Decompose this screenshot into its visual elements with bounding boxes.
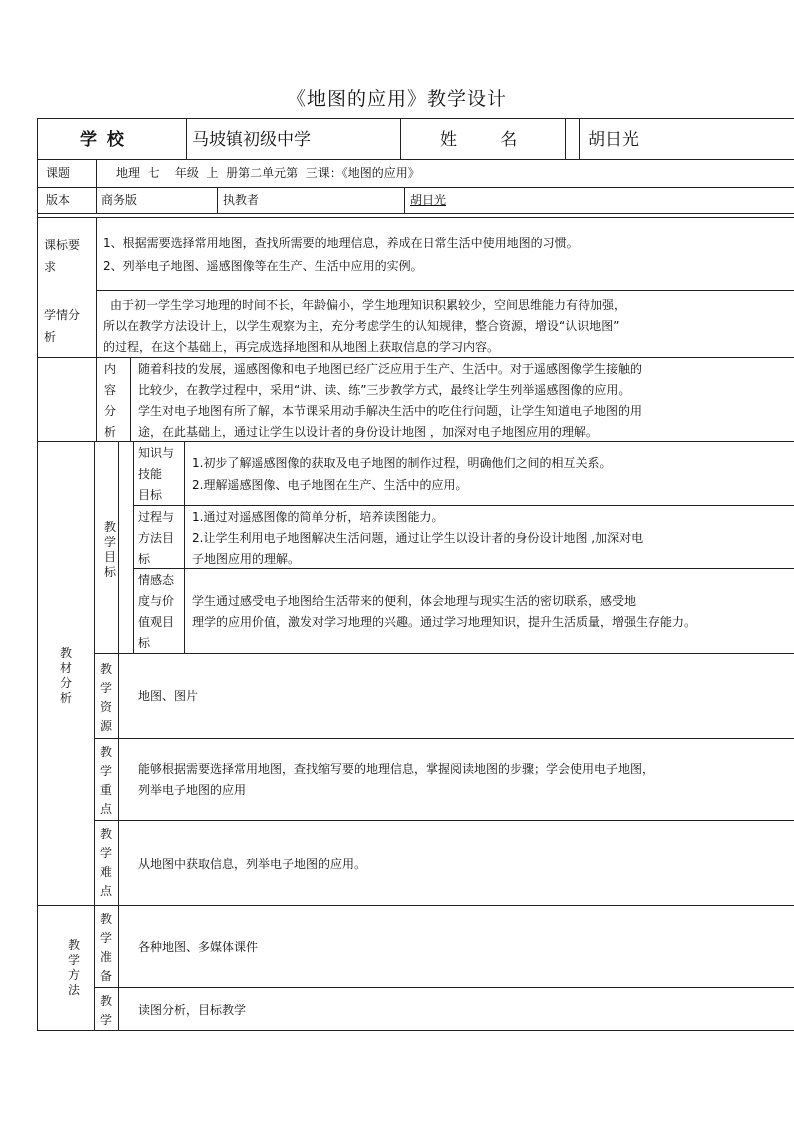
edition-label: 版本 [46, 193, 71, 207]
divider [94, 441, 95, 1030]
school-label: 学 校 [80, 130, 126, 150]
divider [133, 441, 134, 653]
key-line: 列举电子地图的应用 [138, 783, 247, 797]
divider [130, 357, 131, 441]
teacher-value: 胡日光 [410, 193, 447, 207]
divider [96, 217, 97, 441]
emotion-line: 理学的应用价值，激发对学习地理的兴趣。通过学习地理知识，提升生活质量，增强生存能力。 [192, 615, 697, 629]
table-border-left [37, 118, 38, 1030]
emotion-label: 情感态 [138, 573, 175, 587]
process-label: 过程与 [138, 510, 175, 524]
divider [37, 187, 794, 188]
prep-value: 各种地图、多媒体课件 [138, 940, 259, 954]
standards-label: 课标要 [44, 238, 81, 252]
difficulty-value: 从地图中获取信息，列举电子地图的应用。 [138, 857, 367, 871]
key-label: 教学重点 [99, 745, 112, 816]
divider [37, 159, 794, 160]
content-line: 比较少，在教学过程中，采用“讲、读、练”三步教学方式，最终让学生列举遥感图像的应用。 [138, 383, 631, 397]
emotion-label: 值观目 [138, 615, 175, 629]
content-label: 析 [104, 425, 117, 439]
standards-label-2: 求 [44, 260, 57, 274]
emotion-line: 学生通过感受电子地图给生活带来的便利，体会地理与现实生活的密切联系，感受地 [192, 594, 637, 608]
goals-label: 教学目标 [103, 520, 116, 579]
emotion-label: 度与价 [138, 594, 175, 608]
knowledge-line: 1.初步了解遥感图像的获取及电子地图的制作过程，明确他们之间的相互关系。 [192, 456, 612, 470]
divider [37, 905, 794, 906]
divider [184, 441, 185, 653]
divider [94, 653, 794, 654]
table-border-top [37, 118, 794, 119]
content-label: 容 [104, 383, 117, 397]
learner-line: 的过程，在这个基础上，再完成选择地图和从地图上获取信息的学习内容。 [103, 340, 500, 354]
topic-value: 地理 七 年级 上 册第二单元第 三课：《地图的应用》 [116, 166, 420, 180]
process-line: 1.通过对遥感图像的简单分析，培养读图能力。 [192, 510, 444, 524]
divider [96, 187, 97, 213]
school-value: 马坡镇初级中学 [192, 130, 311, 150]
divider [94, 820, 794, 821]
divider [96, 290, 794, 291]
divider [118, 441, 119, 1030]
process-label: 方法目 [138, 531, 175, 545]
divider [186, 118, 187, 159]
content-line: 随着科技的发展，遥感图像和电子地图已经广泛应用于生产、生活中。对于遥感图像学生接触的 [138, 362, 643, 376]
key-line: 能够根据需要选择常用地图，查找缩写要的地理信息，掌握阅读地图的步骤；学会使用电子地图， [138, 762, 655, 776]
resources-label: 教学资源 [99, 662, 112, 733]
divider [96, 159, 97, 187]
process-line: 2.让学生利用电子地图解决生活问题，通过让学生以设计者的身份设计地图 ,加深对电 [192, 531, 644, 545]
teach-label: 教学 [99, 994, 112, 1027]
difficulty-label: 教学难点 [99, 827, 112, 898]
edition-value: 商务版 [101, 193, 138, 207]
content-label: 内 [104, 362, 117, 376]
method-section-label: 教学方法 [67, 938, 80, 997]
knowledge-label: 知识与 [138, 446, 175, 460]
learner-label-2: 析 [44, 330, 57, 344]
divider [565, 118, 566, 159]
learner-line: 由于初一学生学习地理的时间不长，年龄偏小，学生地理知识积累较少，空间思维能力有待加强， [110, 298, 627, 312]
divider [404, 187, 405, 213]
process-line: 子地图应用的理解。 [192, 552, 301, 566]
content-line: 途，在此基础上，通过让学生以设计者的身份设计地图 ，加深对电子地图应用的理解。 [138, 425, 598, 439]
knowledge-line: 2.理解遥感图像、电子地图在生产、生活中的应用。 [192, 478, 468, 492]
process-label: 标 [138, 552, 151, 566]
name-value: 胡日光 [588, 130, 639, 150]
divider [37, 217, 794, 218]
learner-line: 所以在教学方法设计上，以学生观察为主，充分考虑学生的认知规律，整合资源，增设“认识地图” [103, 319, 620, 333]
standards-line: 1、根据需要选择常用地图，查找所需要的地理信息，养成在日常生活中使用地图的习惯。 [103, 236, 579, 250]
page-title: 《地图的应用》教学设计 [286, 88, 507, 110]
content-label: 分 [104, 404, 117, 418]
teacher-label: 执教者 [223, 193, 260, 207]
material-section-label: 教材分析 [59, 646, 72, 705]
divider [579, 118, 580, 159]
divider [217, 187, 218, 213]
divider [37, 213, 794, 214]
standards-line: 2、列举电子地图、遥感图像等在生产、生活中应用的实例。 [103, 259, 423, 273]
learner-label: 学情分 [44, 308, 81, 322]
teach-value: 读图分析，目标教学 [138, 1003, 247, 1017]
resources-value: 地图、图片 [138, 689, 199, 703]
divider [94, 987, 794, 988]
table-border-bottom [37, 1030, 794, 1031]
prep-label: 教学准备 [99, 912, 112, 983]
emotion-label: 标 [138, 636, 151, 650]
divider [400, 118, 401, 159]
knowledge-label: 目标 [138, 488, 163, 502]
topic-label: 课题 [46, 166, 71, 180]
content-line: 学生对电子地图有所了解，本节课采用动手解决生活中的吃住行问题，让学生知道电子地图的用 [138, 404, 643, 418]
divider [94, 738, 794, 739]
knowledge-label: 技能 [138, 467, 163, 481]
name-label: 姓 名 [440, 130, 518, 150]
